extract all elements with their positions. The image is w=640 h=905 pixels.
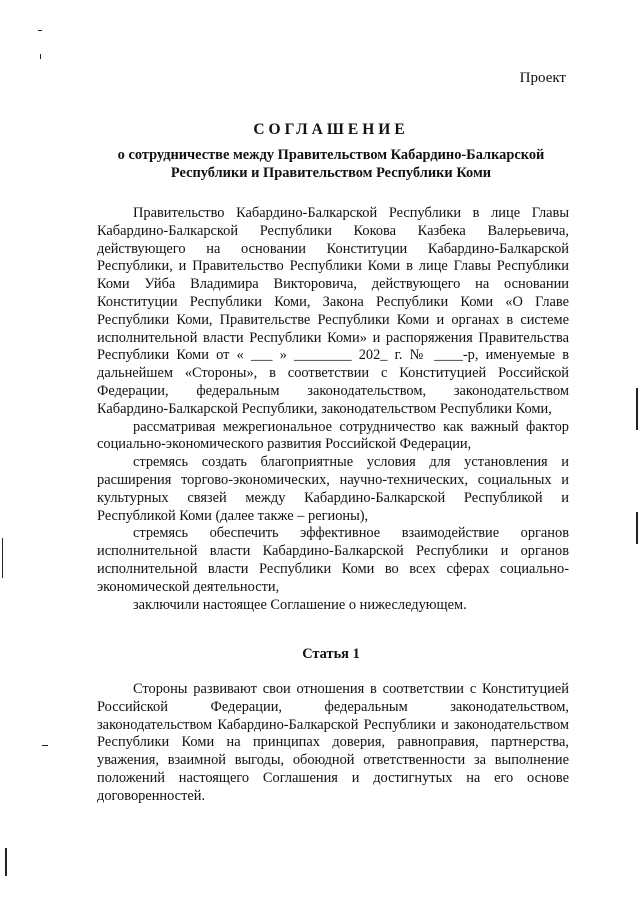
scan-mark bbox=[40, 54, 41, 59]
article-heading: Статья 1 bbox=[302, 646, 360, 662]
scan-mark bbox=[636, 512, 638, 544]
subtitle-line: о сотрудничестве между Правительством Кабардино-Балкарской bbox=[117, 147, 545, 163]
scan-mark bbox=[42, 745, 48, 746]
preamble bbox=[97, 205, 569, 614]
preamble-paragraph: Правительство Кабардино-Балкарской Республики в лице Главы Кабардино-Балкарской Республики Кокова Казбека Валерьевича, действующего на основании Конституции Кабардино-Балкарской Республики, и Правительство Республики Коми в лице Главы Республики Коми Уйба Владимира Викторовича, действующего на основании Конституции Республики Коми, Закона Республики Коми «О Главе Республики Коми, Правительстве Республики Коми и органах в системе исполнительной власти Республики Коми» и распоряжения Правительства Республики Коми от « ___ » ________ 202_ г. № ____-р, именуемые в дальнейшем «Стороны», в соответствии с Конституцией Российской Федерации, федеральным законодательством, законодательством Кабардино-Балкарской Республики, законодательством Республики Коми, bbox=[97, 205, 569, 417]
document-subtitle bbox=[96, 146, 566, 182]
subtitle-line: Республики и Правительством Республики Коми bbox=[170, 165, 492, 181]
preamble-paragraph: стремясь обеспечить эффективное взаимодействие органов исполнительной власти Кабардино-Балкарской Республики и органов исполнительной власти Республики Коми во всех сферах социально-экономической деятельности, bbox=[97, 525, 569, 595]
scan-mark bbox=[636, 388, 638, 430]
scan-mark bbox=[5, 848, 7, 876]
preamble-paragraph: заключили настоящее Соглашение о нижеследующем. bbox=[133, 596, 467, 613]
preamble-paragraph: стремясь создать благоприятные условия для установления и расширения торгово-экономических, научно-технических, социальных и культурных связей между Кабардино-Балкарской Республикой и Республикой Коми (далее также – регионы), bbox=[97, 454, 569, 524]
scan-mark bbox=[2, 538, 3, 578]
preamble-paragraph: рассматривая межрегиональное сотрудничество как важный фактор социально-экономического развития Российской Федерации, bbox=[97, 418, 569, 453]
document-title: СОГЛАШЕНИЕ bbox=[253, 121, 409, 138]
scan-mark bbox=[38, 30, 42, 31]
article-body bbox=[97, 681, 569, 806]
project-label: Проект bbox=[519, 70, 566, 86]
article-paragraph: Стороны развивают свои отношения в соответствии с Конституцией Российской Федерации, федеральным законодательством, законодательством Кабардино-Балкарской Республики и законодательством Республики Коми на принципах доверия, равноправия, партнерства, уважения, взаимной выгоды, обоюдной ответственности за выполнение положений настоящего Соглашения и достигнутых на его основе договоренностей. bbox=[97, 681, 569, 804]
